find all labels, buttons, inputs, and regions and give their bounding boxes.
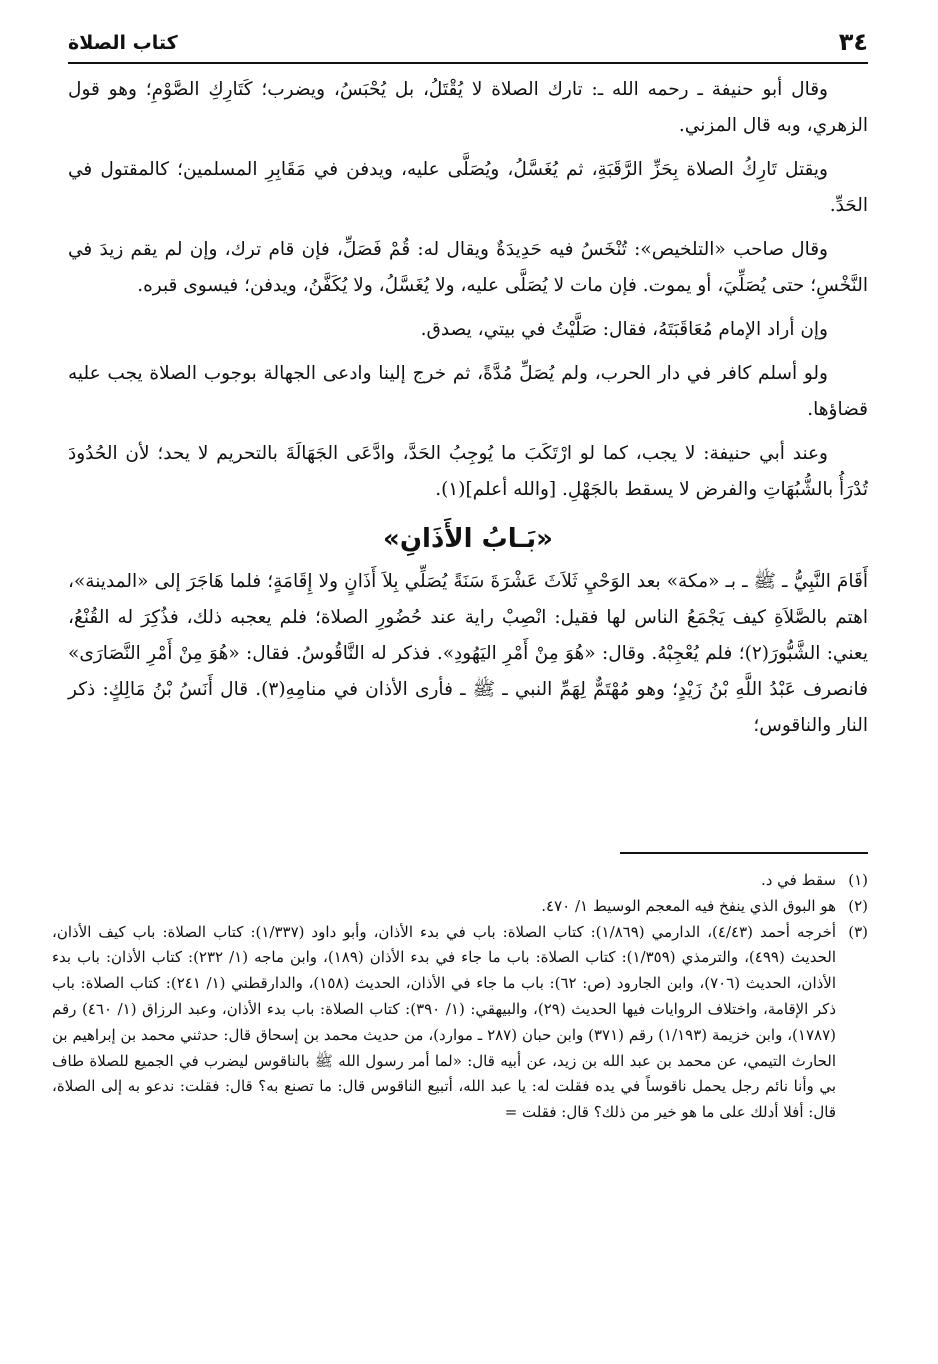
paragraph: ويقتل تَارِكُ الصلاة بِحَزِّ الرَّقَبَةِ، ثم يُغَسَّلُ، ويُصَلَّى عليه، ويدفن في مَقَابِرِ المسلمين؛ كالمقتول في الحَدِّ. [68,159,868,216]
footnotes [52,868,868,1126]
footnote [52,894,868,920]
paragraph: ولو أسلم كافر في دار الحرب، ولم يُصَلِّ مُدَّةً، ثم خرج إلينا وادعى الجهالة بوجوب الصلاة يجب عليه قضاؤها. [68,363,868,420]
footnote-text: سقط في د. [760,871,836,889]
footnote-marker: (١) [848,871,868,889]
footnote-text: هو البوق الذي ينفخ فيه المعجم الوسيط ١/ ٤٧٠. [541,896,836,915]
paragraph: أَقَامَ النَّبِيُّ ـ ﷺ ـ بـ «مكة» بعد الوَحْيِ ثَلاَثَ عَشْرَةَ سَنَةً يُصَلِّي بِلاَ أَذَانٍ ولا إِقَامَةٍ؛ فلما هَاجَرَ إلى «المدينة»، اهتم بالصَّلاَةِ كيف يَجْمَعُ الناس لها فقيل: انْصِبْ راية عند حُضُورِ الصلاة؛ فلم يعجبه ذلك، فذُكِرَ له القُنْعُ، يعني: الشَّبُّورَ(٢)؛ فلم يُعْجِبْهُ. وقال: «هُوَ مِنْ أَمْرِ اليَهُودِ». فذكر له النَّاقُوسُ. فقال: «هُوَ مِنْ أَمْرِ النَّصَارَى» فانصرف عَبْدُ اللَّهِ بْنُ زَيْدٍ؛ وهو مُهْتَمٌّ لِهَمِّ النبي ـ ﷺ ـ فأرى الأذان في منامِهِ(٣). قال أَنَسُ بْنُ مَالِكٍ: ذكر النار والناقوس؛ [68,571,868,736]
paragraph: وقال صاحب «التلخيص»: تُنْخَسُ فيه حَدِيدَةٌ ويقال له: قُمْ فَصَلِّ، فإن قام ترك، وإن لم يقم زيدَ في النَّخْسِ؛ حتى يُصَلِّيَ، أو يموت. فإن مات لا يُصَلَّى عليه، ولا يُغَسَّلُ، ولا يُكَفَّنُ، ويدفن؛ فيسوى قبره. [68,239,868,296]
footnote [52,920,868,1126]
chapter-heading: «بَـابُ الأَذَانِ» [383,524,553,554]
page-number: ٣٤ [838,28,868,56]
running-title: كتاب الصلاة [68,32,178,54]
main-text [68,72,868,752]
footnote-marker: (٢) [848,896,868,915]
footnote-marker: (٣) [848,922,868,941]
paragraph: وإن أراد الإمام مُعَاقَبَتَهُ، فقال: صَلَّيْتُ في بيتي، يصدق. [420,319,828,340]
paragraph: وعند أبي حنيفة: لا يجب، كما لو ارْتَكَبَ ما يُوجِبُ الحَدَّ، وادَّعَى الجَهَالَةَ بالتحريم لا يحد؛ لأن الحُدُودَ تُدْرَأُ بالشُّبُهَاتِ والفرض لا يسقط بالجَهْلِ. [والله أعلم](١). [68,443,868,500]
footnote [52,868,868,894]
paragraph: وقال أبو حنيفة ـ رحمه الله ـ: تارك الصلاة لا يُقْتَلُ، بل يُحْبَسُ، ويضرب؛ كَتَارِكِ الصَّوْمِ؛ وهو قول الزهري، وبه قال المزني. [68,79,868,136]
footnote-text: أخرجه أحمد (٤/٤٣)، الدارمي (١/٨٦٩): كتاب الصلاة: باب في بدء الأذان، وأبو داود (١/٣٣٧): كتاب الصلاة: باب كيف الأذان، الحديث (٤٩٩)، والترمذي (١/٣٥٩): كتاب الصلاة: باب ما جاء في بدء الأذان (١٨٩)، وابن ماجه (١/ ٢٣٢): كتاب الأذان: باب بدء الأذان، الحديث (٧٠٦)، وابن الجارود (ص: ٦٢): باب ما جاء في الأذان، الحديث (١٥٨)، والدارقطني (١/ ٢٤١): كتاب الصلاة: باب ذكر الإقامة، واختلاف الروايات فيها الحديث (٢٩)، والبيهقي: (١/ ٣٩٠): كتاب الصلاة: باب بدء الأذان، وعبد الرزاق (١/ ٤٦٠) رقم (١٧٨٧)، وابن خزيمة (١/١٩٣) رقم (٣٧١) وابن حبان (٢٨٧ ـ موارد)، من حديث محمد بن إسحاق قال: حدثني محمد بن إبراهيم بن الحارث التيمي، عن محمد بن عبد الله بن زيد، عن أبيه قال: «لما أمر رسول الله ﷺ بالناقوس ليضرب في الجميع للصلاة طاف بي وأنا نائم رجل يحمل ناقوساً في يده فقلت له: يا عبد الله، أتبيع الناقوس قال: ما تصنع به؟ قال: فقلت: ندعو به إلى الصلاة، قال: أفلا أدلك على ما هو خير من ذلك؟ قال: فقلت = [52,922,837,1122]
page-header [68,28,868,64]
footnote-divider [620,852,868,854]
